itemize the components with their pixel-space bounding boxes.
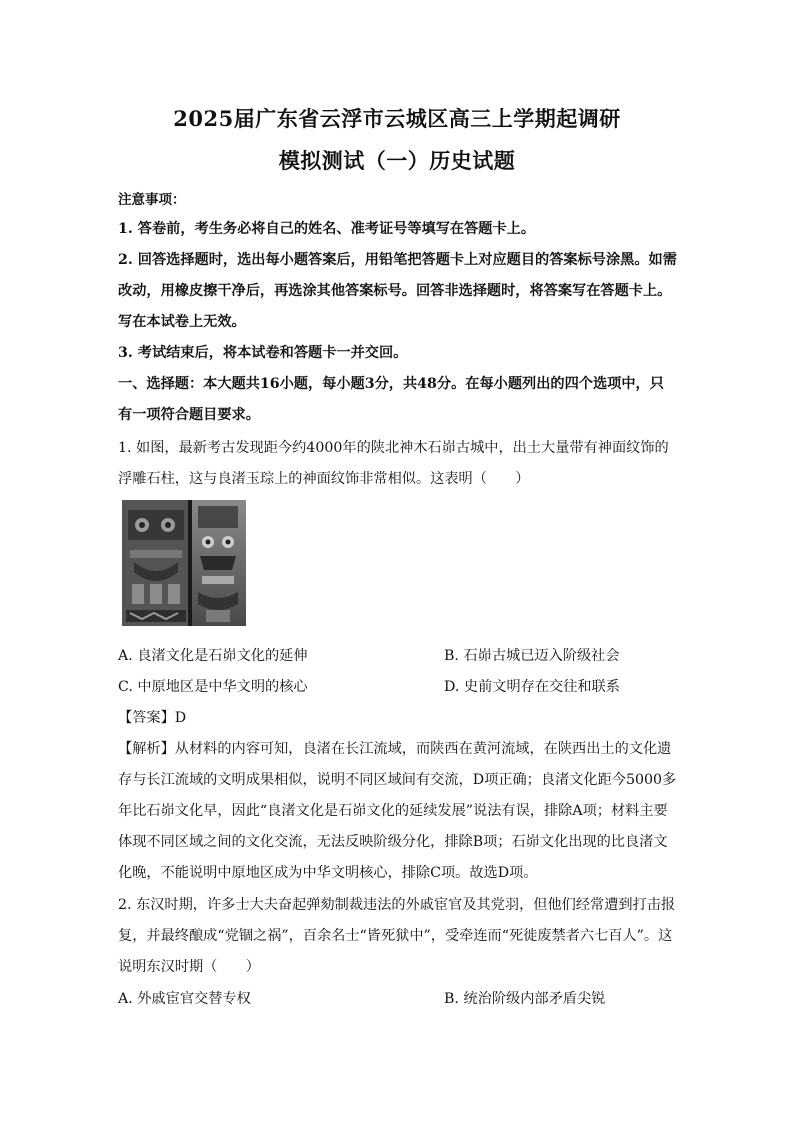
q2-option-b: B. 统治阶级内部矛盾尖锐 bbox=[444, 991, 606, 1007]
q1-answer: 【答案】D bbox=[118, 710, 187, 726]
question-2-stem-line-3: 说明东汉时期（ ） bbox=[118, 959, 260, 975]
relief-stone-pillar-photo bbox=[122, 500, 246, 626]
question-2-stem-line-1: 2. 东汉时期，许多士大夫奋起弹劾制裁违法的外戚宦官及其党羽，但他们经常遭到打击报 bbox=[118, 897, 676, 913]
q1-explanation-line-2: 存与长江流域的文明成果相似，说明不同区域间有交流，D项正确；良渚文化距今5000多 bbox=[118, 772, 677, 788]
question-1-stem-line-2: 浮雕石柱，这与良渚玉琮上的神面纹饰非常相似。这表明（ ） bbox=[118, 471, 530, 487]
question-2-stem-line-2: 复，并最终酿成“党锢之祸”，百余名士“皆死狱中”，受牵连而“死徙废禁者六七百人”。这 bbox=[118, 928, 673, 944]
notice-item-2-line-1: 2. 回答选择题时，选出每小题答案后，用铅笔把答题卡上对应题目的答案标号涂黑。如需 bbox=[118, 252, 677, 268]
q1-option-c: C. 中原地区是中华文明的核心 bbox=[118, 679, 308, 695]
notice-item-2-line-2: 改动，用橡皮擦干净后，再选涂其他答案标号。回答非选择题时，将答案写在答题卡上。 bbox=[118, 283, 672, 299]
q1-explanation-line-1: 【解析】从材料的内容可知，良渚在长江流域，而陕西在黄河流域，在陕西出土的文化遗 bbox=[118, 741, 672, 757]
exam-title-line-2: 模拟测试（一）历史试题 bbox=[278, 148, 516, 173]
notice-item-3: 3. 考试结束后，将本试卷和答题卡一并交回。 bbox=[118, 345, 408, 361]
q2-option-a: A. 外戚宦官交替专权 bbox=[118, 991, 251, 1007]
q1-option-a: A. 良渚文化是石峁文化的延伸 bbox=[118, 648, 308, 664]
notice-item-1: 1. 答卷前，考生务必将自己的姓名、准考证号等填写在答题卡上。 bbox=[118, 221, 536, 237]
question-1-stem-line-1: 1. 如图，最新考古发现距今约4000年的陕北神木石峁古城中，出土大量带有神面纹饰的 bbox=[118, 440, 669, 456]
q1-option-b: B. 石峁古城已迈入阶级社会 bbox=[444, 648, 620, 664]
notice-item-2-line-3: 写在本试卷上无效。 bbox=[118, 314, 246, 330]
section-heading-line-2: 有一项符合题目要求。 bbox=[118, 407, 260, 423]
section-heading-line-1: 一、选择题：本大题共16小题，每小题3分，共48分。在每小题列出的四个选项中，只 bbox=[118, 376, 664, 392]
q1-explanation-line-3: 年比石峁文化早，因此“良渚文化是石峁文化的延续发展”说法有误，排除A项；材料主要 bbox=[118, 803, 668, 819]
notice-heading: 注意事项： bbox=[118, 192, 186, 208]
q1-explanation-line-5: 化晚，不能说明中原地区成为中华文明核心，排除C项。故选D项。 bbox=[118, 865, 538, 881]
q1-explanation-line-4: 体现不同区域之间的文化交流，无法反映阶级分化，排除B项；石峁文化出现的比良渚文 bbox=[118, 834, 668, 850]
q1-option-d: D. 史前文明存在交往和联系 bbox=[444, 679, 620, 695]
exam-title-line-1: 2025届广东省云浮市云城区高三上学期起调研 bbox=[173, 106, 621, 131]
